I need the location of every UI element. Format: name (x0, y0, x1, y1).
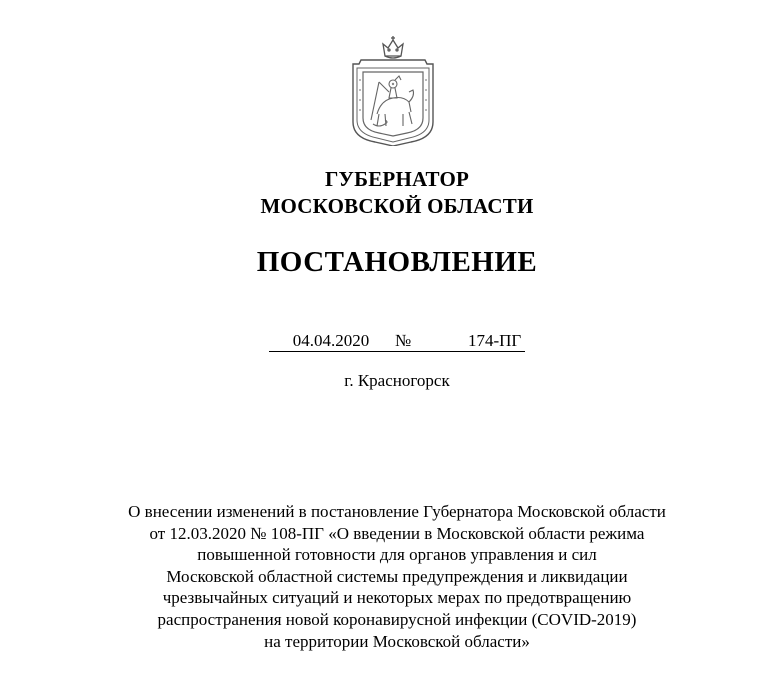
document-subject (60, 501, 734, 652)
authority-title: ГУБЕРНАТОР (324, 167, 470, 191)
subject-line: О внесении изменений в постановление Губернатора Московской области (128, 502, 666, 521)
subject-line: повышенной готовности для органов управления и сил (197, 545, 597, 565)
moscow-oblast-coat-of-arms-icon (349, 34, 437, 146)
document-date: 04.04.2020 (269, 331, 393, 352)
subject-line: Московской областной системы предупреждения и ликвидации (166, 566, 628, 586)
registration-line (269, 330, 525, 354)
subject-line: распространения новой коронавирусной инфекции (COVID-2019) (157, 609, 637, 629)
authority-region: МОСКОВСКОЙ ОБЛАСТИ (260, 194, 534, 218)
number-sign: № (395, 331, 412, 350)
subject-line: на территории Московской области» (264, 631, 530, 651)
issuing-authority (0, 166, 764, 220)
subject-line: от 12.03.2020 № 108-ПГ «О введении в Московской области режима (149, 523, 645, 543)
document-number: 174-ПГ (411, 331, 525, 352)
subject-line: чрезвычайных ситуаций и некоторых мерах по предотвращению (162, 588, 632, 608)
place-of-issue: г. Красногорск (344, 371, 450, 390)
document-type-heading: ПОСТАНОВЛЕНИЕ (256, 246, 538, 278)
